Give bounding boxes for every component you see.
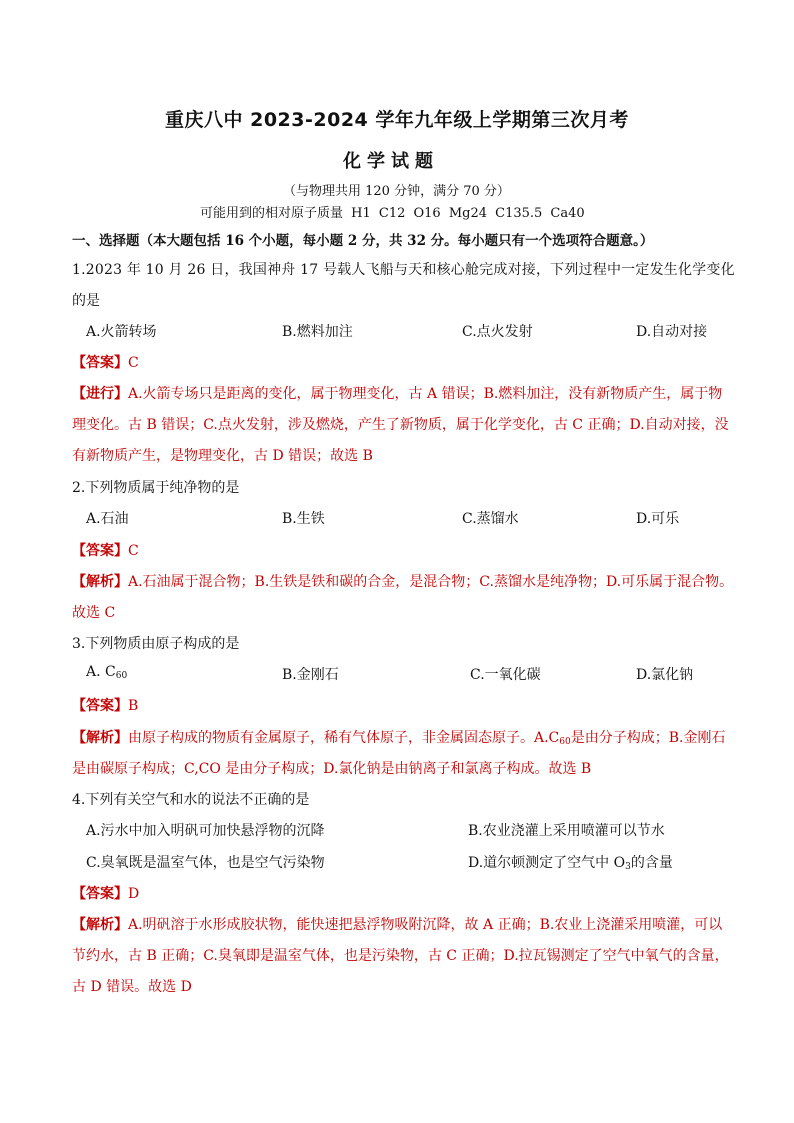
- question-2-explanation-line1: 【解析】A.石油属于混合物；B.生铁是铁和碳的合金，是混合物；C.蒸馏水是纯净物；D.可乐属于混合物。: [72, 574, 734, 590]
- explain-tag: 【解析】: [72, 917, 128, 933]
- question-4-explanation-line2: 节约水，古 B 正确；C.臭氧即是温室气体，也是污染物，古 C 正确；D.拉瓦锡测定了空气中氧气的含量，: [72, 948, 729, 964]
- question-1-option-a: A.火箭转场: [86, 324, 157, 340]
- question-4-option-c: C.臭氧既是温室气体，也是空气污染物: [86, 855, 325, 871]
- answer-tag: 【答案】: [72, 698, 128, 714]
- question-2-option-a: A.石油: [86, 511, 129, 527]
- question-2-explanation-line2: 故选 C: [72, 605, 116, 621]
- page-subtitle: 化学试题: [343, 151, 439, 172]
- question-1-option-b: B.燃料加注: [282, 324, 353, 340]
- answer-tag: 【答案】: [72, 543, 128, 559]
- time-note: （与物理共用 120 分钟，满分 70 分）: [283, 184, 510, 199]
- question-1-option-c: C.点火发射: [462, 324, 533, 340]
- subscript: 60: [115, 671, 128, 681]
- answer-value: D: [128, 886, 140, 902]
- question-1-answer: [72, 352, 139, 372]
- question-3-option-b: B.金刚石: [282, 667, 339, 683]
- question-4-explanation-line1: 【解析】A.明矾溶于水形成胶状物，能快速把悬浮物吸附沉降，故 A 正确；B.农业上浇灌采用喷灌，可以: [72, 917, 723, 933]
- question-3-option-d: D.氯化钠: [636, 667, 694, 683]
- atomic-mass-note: 可能用到的相对原子质量 H1 C12 O16 Mg24 C135.5 Ca40: [200, 206, 585, 221]
- subscript: 3: [625, 862, 631, 872]
- question-1-stem-line2: 的是: [72, 293, 100, 309]
- explain-tag: 【解析】: [72, 730, 128, 746]
- explain-tag: 【进行】: [72, 386, 128, 402]
- question-4-stem: 4.下列有关空气和水的说法不正确的是: [72, 792, 310, 808]
- question-3-answer: [72, 695, 138, 715]
- question-3-stem: 3.下列物质由原子构成的是: [72, 636, 240, 652]
- answer-value: B: [128, 698, 139, 714]
- question-4-answer: [72, 883, 139, 903]
- question-1-explanation-line2: 理变化。古 B 错误；C.点火发射，涉及燃烧，产生了新物质，属于化学变化，古 C 正确；D.自动对接，没: [72, 417, 729, 433]
- question-2-stem: 2.下列物质属于纯净物的是: [72, 480, 240, 496]
- question-3-explanation-line2: 是由碳原子构成；C,CO 是由分子构成；D.氯化钠是由钠离子和氯离子构成。故选 B: [72, 761, 592, 777]
- question-2-answer: [72, 540, 139, 560]
- section-heading: 一、选择题（本大题包括 16 个小题，每小题 2 分，共 32 分。每小题只有一个选项符合题意。）: [72, 233, 654, 249]
- question-4-explanation-line3: 古 D 错误。故选 D: [72, 979, 192, 995]
- question-1-explanation-line1: 【进行】A.火箭专场只是距离的变化，属于物理变化，古 A 错误；B.燃料加注，没有新物质产生，属于物: [72, 386, 723, 402]
- question-2-option-c: C.蒸馏水: [462, 511, 519, 527]
- question-4-option-d: D.道尔顿测定了空气中 $O_3$的含量: [468, 855, 673, 872]
- answer-value: C: [128, 543, 139, 559]
- question-3-option-c: C.一氧化碳: [470, 667, 541, 683]
- explain-tag: 【解析】: [72, 574, 128, 590]
- answer-value: C: [128, 355, 139, 371]
- question-1-stem-line1: 1.2023 年 10 月 26 日，我国神舟 17 号载人飞船与天和核心舱完成对接，下列过程中一定发生化学变化: [72, 262, 735, 278]
- question-1-explanation-line3: 有新物质产生，是物理变化，古 D 错误；故选 B: [72, 448, 373, 464]
- answer-tag: 【答案】: [72, 886, 128, 902]
- question-4-option-a: A.污水中加入明矾可加快悬浮物的沉降: [86, 823, 325, 839]
- question-4-option-b: B.农业浇灌上采用喷灌可以节水: [468, 823, 665, 839]
- question-2-option-b: B.生铁: [282, 511, 325, 527]
- answer-tag: 【答案】: [72, 355, 128, 371]
- question-1-option-d: D.自动对接: [636, 324, 708, 340]
- page-title: 重庆八中 2023-2024 学年九年级上学期第三次月考: [165, 109, 629, 131]
- question-3-option-a: A. $C_{60}$: [86, 664, 128, 681]
- question-2-option-d: D.可乐: [636, 511, 680, 527]
- question-3-explanation-line1: 【解析】由原子构成的物质有金属原子，稀有气体原子，非金属固态原子。$A.C_{60}$是由分子构成；B.金刚石: [72, 730, 726, 747]
